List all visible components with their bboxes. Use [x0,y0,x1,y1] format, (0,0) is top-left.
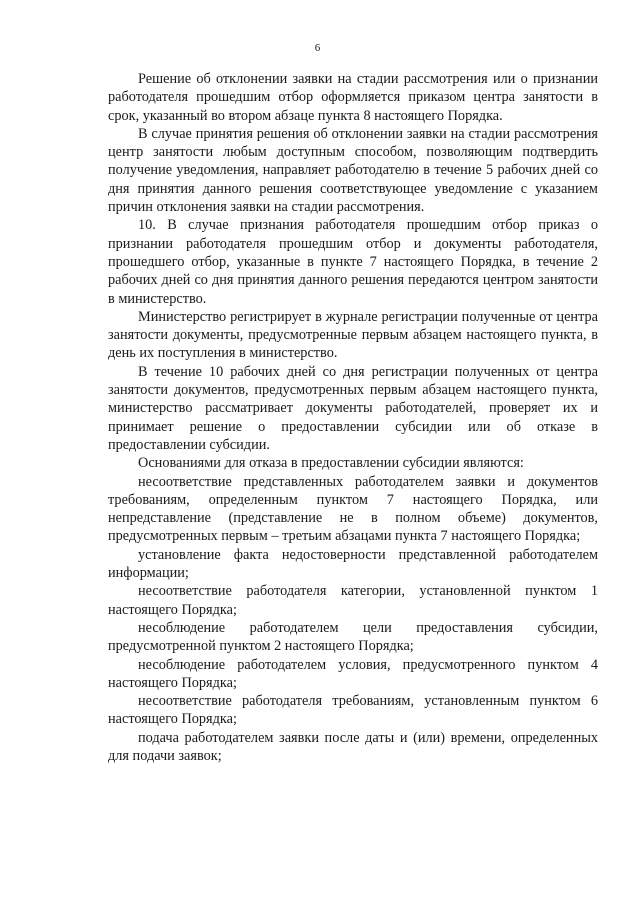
list-item-false-information: установление факта недостоверности представленной работодателем информации; [108,546,598,582]
paragraph-ministry-registration: Министерство регистрирует в журнале регистрации полученные от центра занятости документы, предусмотренные первым абзацем настоящего пункта, в день их поступления в министерство. [108,308,598,362]
list-item-condition-noncompliance: несоблюдение работодателем условия, предусмотренного пунктом 4 настоящего Порядка; [108,656,598,691]
list-item-requirements-mismatch: несоответствие работодателя требованиям, установленным пунктом 6 настоящего Порядка; [108,693,598,728]
list-item-category-mismatch: несоответствие работодателя категории, установленной пунктом 1 настоящего Порядка; [108,583,598,618]
paragraph-item-10: 10. В случае признания работодателя прошедшим отбор приказ о признании работодателя прошедшим отбор и документы работодателя, прошедшего отбор, указанные в пункте 7 настоящего Порядка, в течение 2 рабочих дней со дня принятия данного решения передаются центром занятости в министерство. [108,217,598,307]
paragraph-refusal-grounds-intro: Основаниями для отказа в предоставлении субсидии являются: [138,455,524,472]
list-item-purpose-noncompliance: несоблюдение работодателем цели предоставления субсидии, предусмотренной пунктом 2 настоящего Порядка; [108,619,598,655]
paragraph-rejection-notice: В случае принятия решения об отклонении заявки на стадии рассмотрения центр занятости любым доступным способом, позволяющим подтвердить получение уведомления, направляет работодателю в течение 5 рабочих дней со дня принятия данного решения соответствующее уведомление с указанием причин отклонения заявки на стадии рассмотрения. [108,125,598,216]
paragraph-ministry-review: В течение 10 рабочих дней со дня регистрации полученных от центра занятости документов, предусмотренных первым абзацем настоящего пункта, министерство рассматривает документы работодателей, проверяет их и принимает решение о предоставлении субсидии или об отказе в предоставлении субсидии. [108,363,598,453]
paragraph-decision-format: Решение об отклонении заявки на стадии рассмотрения или о признании работодателя прошедшим отбор оформляется приказом центра занятости в срок, указанный во втором абзаце пункта 8 настоящего Порядка. [108,71,598,124]
list-item-nonconformity-documents: несоответствие представленных работодателем заявки и документов требованиям, определенным пунктом 7 настоящего Порядка, или непредставление (представление не в полном объеме) документов, предусмотренных первым – третьим абзацами пункта 7 настоящего Порядка; [108,473,598,545]
page-number: 6 [314,42,321,54]
document-body [108,70,598,765]
list-item-late-submission: подача работодателем заявки после даты и (или) времени, определенных для подачи заявок; [108,729,598,764]
